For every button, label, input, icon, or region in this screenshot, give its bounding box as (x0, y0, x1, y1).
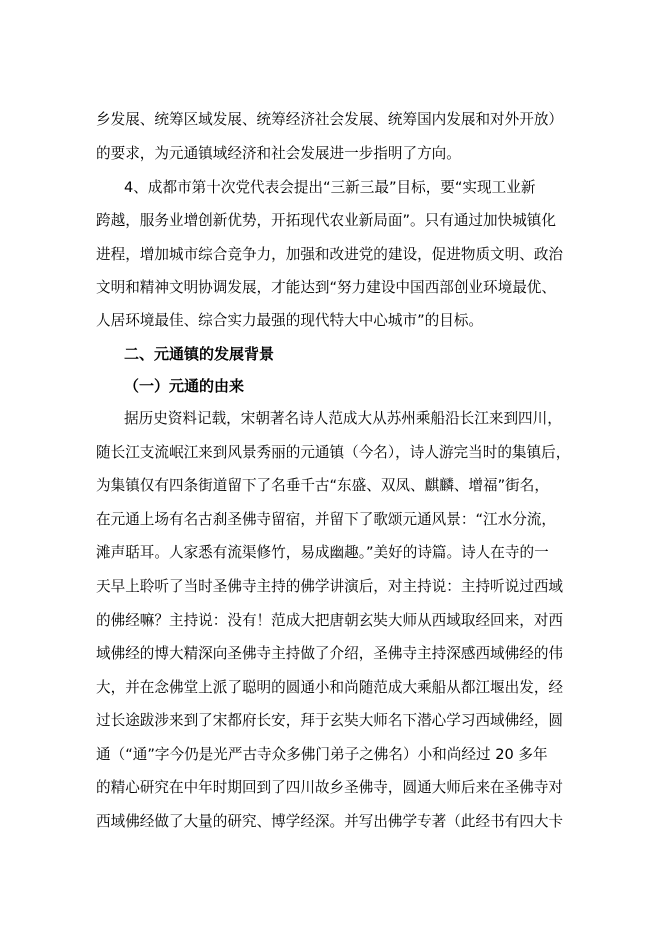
text-line-3: 4、成都市第十次党代表会提出“三新三最”目标，要“实现工业新 (124, 179, 536, 196)
text-line-18: 大，并在念佛堂上派了聪明的圆通小和尚随范成大乘船从都江堰出发，经 (96, 679, 564, 696)
text-line-22: 西域佛经做了大量的研究、博学经深。并写出佛学专著（此经书有四大卡 (96, 813, 564, 830)
text-line-2: 的要求，为元通镇域经济和社会发展进一步指明了方向。 (96, 145, 461, 162)
text-line-17: 域佛经的博大精深向圣佛寺主持做了介绍，圣佛寺主持深感西域佛经的伟 (96, 645, 564, 662)
text-line-12: 为集镇仅有四条街道留下了名垂千古“东盛、双凤、麒麟、增福”街名， (96, 477, 549, 494)
text-line-16: 的佛经嘛？主持说：没有！范成大把唐朝玄奘大师从西域取经回来，对西 (96, 612, 564, 629)
text-line-21: 的精心研究在中年时期回到了四川故乡圣佛寺，圆通大师后来在圣佛寺对 (96, 779, 564, 796)
text-line-1: 乡发展、统筹区域发展、统筹经济社会发展、统筹国内发展和对外开放） (96, 111, 564, 128)
text-line-5: 进程，增加城市综合竞争力，加强和改进党的建设，促进物质文明、政治 (96, 246, 564, 263)
text-line-15: 天早上聆听了当时圣佛寺主持的佛学讲演后，对主持说：主持听说过西域 (96, 578, 564, 595)
subsection-heading: （一）元通的由来 (124, 377, 245, 395)
text-line-14: 滩声聒耳。人家悉有流渠修竹，易成幽趣。”美好的诗篇。诗人在寺的一 (96, 544, 549, 561)
text-line-10: 据历史资料记载，宋朝著名诗人范成大从苏州乘船沿长江来到四川， (124, 410, 562, 427)
text-line-19: 过长途跋涉来到了宋都府长安，拜于玄奘大师名下潜心学习西域佛经，圆 (96, 712, 564, 729)
text-line-6: 文明和精神文明协调发展，才能达到“努力建设中国西部创业环境最优、 (96, 279, 556, 296)
text-line-20: 通（“通”字今仍是光严古寺众多佛门弟子之佛名）小和尚经过 20 多年 (96, 746, 548, 763)
text-line-13: 在元通上场有名古刹圣佛寺留宿，并留下了歌颂元通风景：“江水分流， (96, 511, 556, 528)
text-line-7: 人居环境最佳、综合实力最强的现代特大中心城市”的目标。 (96, 312, 484, 329)
text-line-11: 随长江支流岷江来到风景秀丽的元通镇（今名），诗人游完当时的集镇后， (96, 444, 571, 461)
section-heading: 二、元通镇的发展背景 (124, 345, 275, 363)
text-line-4: 跨越，服务业增创新优势，开拓现代农业新局面”。只有通过加快城镇化 (96, 212, 556, 229)
